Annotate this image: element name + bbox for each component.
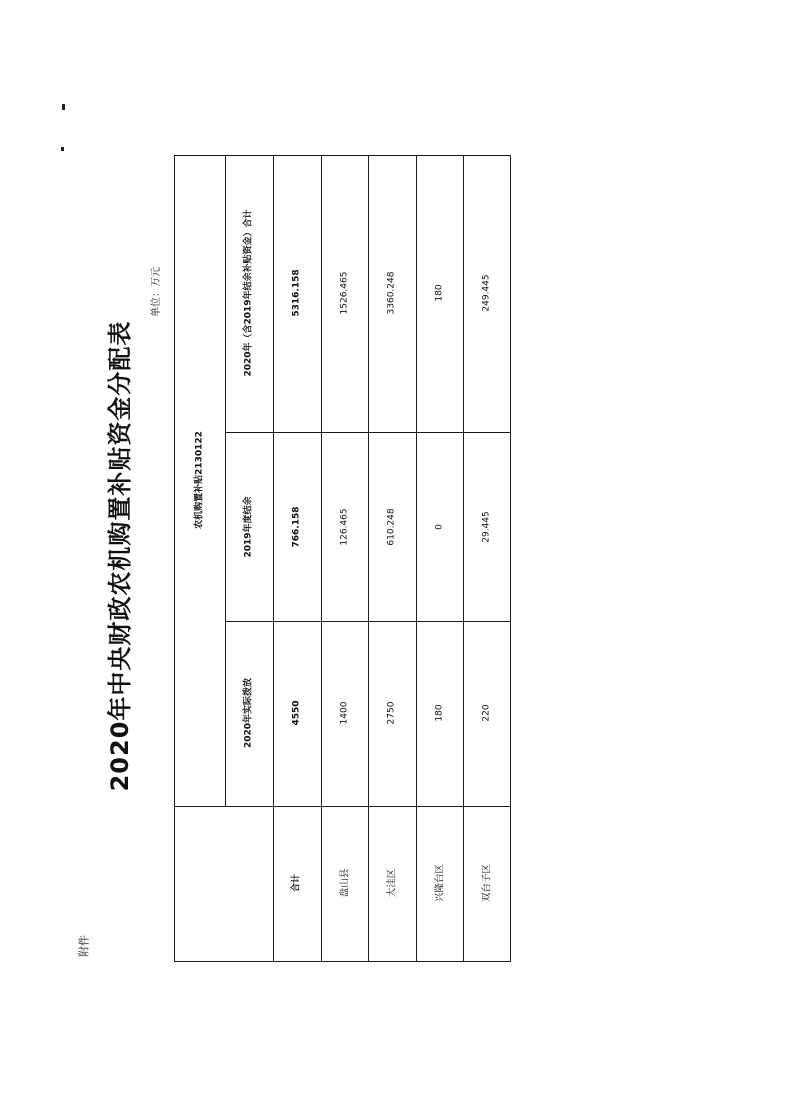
table-cell: 249.445 [481, 274, 492, 312]
table-cell: 5316.158 [291, 269, 302, 317]
table-cell: 2750 [386, 701, 397, 725]
column-header: 2020年（含2019年结余补贴资金）合计 [243, 209, 254, 377]
table-cell: 766.158 [291, 506, 302, 548]
row-name: 双台子区 [481, 863, 493, 903]
table-rule [174, 806, 511, 807]
row-name: 兴隆台区 [434, 863, 446, 903]
table-rule [225, 155, 226, 806]
table-cell: 1400 [339, 701, 350, 725]
table-cell: 1526.465 [339, 271, 350, 315]
table-rule [321, 155, 322, 961]
table-rule [416, 155, 417, 961]
table-cell: 3360.248 [386, 271, 397, 315]
table-cell: 610.248 [386, 508, 397, 546]
row-name: 盘山县 [339, 868, 351, 898]
column-header: 2020年实际拨放 [243, 677, 254, 749]
table-border-right [510, 155, 511, 961]
unit-note: 单位：万元 [151, 267, 162, 317]
attachment-label: 附件 [77, 935, 91, 957]
table-cell: 126.465 [339, 508, 350, 546]
table-rule [273, 155, 274, 961]
column-header: 2019年度结余 [243, 496, 254, 558]
table-border-bottom [174, 961, 511, 962]
row-name: 大洼区 [386, 868, 398, 898]
table-border-left [174, 155, 175, 961]
table-cell: 180 [434, 284, 445, 302]
table-cell: 220 [481, 704, 492, 722]
table-cell: 0 [434, 524, 445, 530]
table-rule [463, 155, 464, 961]
group-header: 农机购置补贴2130122 [194, 431, 205, 529]
table-cell: 180 [434, 704, 445, 722]
table-cell: 4550 [291, 700, 302, 726]
table-border-top [174, 155, 511, 156]
table-rule [225, 621, 511, 622]
table-cell: 29.445 [481, 511, 492, 543]
table-rule [368, 155, 369, 961]
table-rule [225, 432, 511, 433]
row-name: 合计 [291, 873, 302, 893]
page-title: 2020年中央财政农机购置补贴资金分配表 [106, 320, 134, 792]
